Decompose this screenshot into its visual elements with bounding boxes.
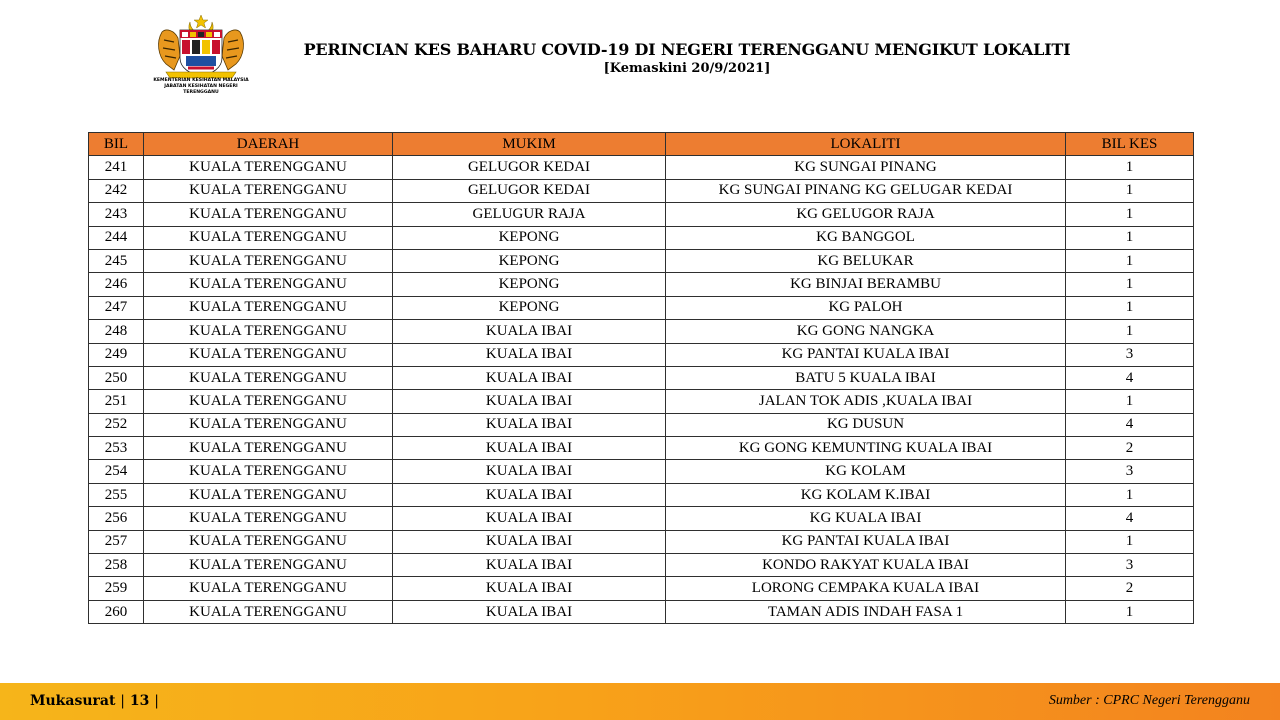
update-date: [Kemaskini 20/9/2021]	[603, 61, 771, 76]
column-header-daerah: DAERAH	[144, 133, 393, 156]
cell-daerah: KUALA TERENGGANU	[144, 460, 393, 483]
cell-bil-kes: 1	[1066, 296, 1194, 319]
separator: |	[154, 693, 159, 709]
column-header-lokaliti: LOKALITI	[666, 133, 1066, 156]
page-indicator	[30, 693, 159, 709]
cell-mukim: KUALA IBAI	[393, 320, 666, 343]
cell-mukim: KEPONG	[393, 296, 666, 319]
page-title: PERINCIAN KES BAHARU COVID-19 DI NEGERI TERENGGANU MENGIKUT LOKALITI	[303, 40, 1071, 59]
cell-bil-kes: 3	[1066, 554, 1194, 577]
logo-caption-line2: JABATAN KESIHATAN NEGERI TERENGGANU	[164, 84, 238, 95]
cell-daerah: KUALA TERENGGANU	[144, 600, 393, 623]
table-row	[89, 577, 1194, 600]
cell-lokaliti: KG PANTAI KUALA IBAI	[666, 343, 1066, 366]
cell-daerah: KUALA TERENGGANU	[144, 366, 393, 389]
cases-table	[88, 132, 1194, 624]
cell-bil: 242	[89, 179, 144, 202]
cell-mukim: KUALA IBAI	[393, 460, 666, 483]
cell-bil: 246	[89, 273, 144, 296]
cell-lokaliti: JALAN TOK ADIS ,KUALA IBAI	[666, 390, 1066, 413]
cell-bil-kes: 3	[1066, 460, 1194, 483]
table-row	[89, 507, 1194, 530]
cell-bil: 243	[89, 203, 144, 226]
cell-bil: 248	[89, 320, 144, 343]
page-label: Mukasurat	[30, 693, 116, 709]
table-row	[89, 460, 1194, 483]
cell-mukim: KUALA IBAI	[393, 483, 666, 506]
cell-bil-kes: 1	[1066, 320, 1194, 343]
table-row	[89, 413, 1194, 436]
footer-bar	[0, 683, 1280, 720]
cell-mukim: KUALA IBAI	[393, 366, 666, 389]
table-row	[89, 600, 1194, 623]
table-row	[89, 530, 1194, 553]
cell-bil-kes: 4	[1066, 413, 1194, 436]
cell-mukim: KUALA IBAI	[393, 600, 666, 623]
cell-bil-kes: 4	[1066, 507, 1194, 530]
cell-bil: 254	[89, 460, 144, 483]
cell-mukim: KEPONG	[393, 249, 666, 272]
cell-lokaliti: KG BINJAI BERAMBU	[666, 273, 1066, 296]
cell-bil: 249	[89, 343, 144, 366]
table-row	[89, 437, 1194, 460]
cell-bil-kes: 1	[1066, 156, 1194, 179]
cell-bil-kes: 1	[1066, 483, 1194, 506]
cell-bil-kes: 1	[1066, 226, 1194, 249]
cell-mukim: GELUGOR KEDAI	[393, 179, 666, 202]
cell-daerah: KUALA TERENGGANU	[144, 179, 393, 202]
table-row	[89, 320, 1194, 343]
cell-lokaliti: KG SUNGAI PINANG	[666, 156, 1066, 179]
cell-daerah: KUALA TERENGGANU	[144, 554, 393, 577]
cell-lokaliti: KG GELUGOR RAJA	[666, 203, 1066, 226]
table-row	[89, 226, 1194, 249]
cell-bil: 250	[89, 366, 144, 389]
cell-mukim: KEPONG	[393, 226, 666, 249]
cell-mukim: KUALA IBAI	[393, 343, 666, 366]
cell-bil: 258	[89, 554, 144, 577]
cell-daerah: KUALA TERENGGANU	[144, 296, 393, 319]
logo-caption-line1: KEMENTERIAN KESIHATAN MALAYSIA	[153, 78, 249, 83]
page-number: 13	[129, 693, 150, 709]
source-note: Sumber : CPRC Negeri Terengganu	[1048, 693, 1250, 708]
cell-lokaliti: KG KOLAM K.IBAI	[666, 483, 1066, 506]
cell-lokaliti: KONDO RAKYAT KUALA IBAI	[666, 554, 1066, 577]
cell-bil-kes: 1	[1066, 179, 1194, 202]
cell-mukim: GELUGOR KEDAI	[393, 156, 666, 179]
cell-mukim: KEPONG	[393, 273, 666, 296]
cell-lokaliti: KG BELUKAR	[666, 249, 1066, 272]
table-row	[89, 366, 1194, 389]
cell-mukim: KUALA IBAI	[393, 413, 666, 436]
cell-lokaliti: KG KOLAM	[666, 460, 1066, 483]
cell-bil-kes: 1	[1066, 273, 1194, 296]
cell-daerah: KUALA TERENGGANU	[144, 273, 393, 296]
cell-daerah: KUALA TERENGGANU	[144, 343, 393, 366]
table-row	[89, 483, 1194, 506]
cell-bil: 241	[89, 156, 144, 179]
column-header-bil: BIL	[89, 133, 144, 156]
cell-bil: 251	[89, 390, 144, 413]
cell-bil: 245	[89, 249, 144, 272]
cell-mukim: KUALA IBAI	[393, 554, 666, 577]
cell-daerah: KUALA TERENGGANU	[144, 226, 393, 249]
table-row	[89, 296, 1194, 319]
cell-daerah: KUALA TERENGGANU	[144, 320, 393, 343]
cell-mukim: KUALA IBAI	[393, 437, 666, 460]
cell-mukim: KUALA IBAI	[393, 530, 666, 553]
cell-lokaliti: KG DUSUN	[666, 413, 1066, 436]
cell-daerah: KUALA TERENGGANU	[144, 530, 393, 553]
cell-daerah: KUALA TERENGGANU	[144, 203, 393, 226]
cell-mukim: KUALA IBAI	[393, 507, 666, 530]
table-body	[89, 156, 1194, 624]
cell-lokaliti: KG GONG KEMUNTING KUALA IBAI	[666, 437, 1066, 460]
cell-bil: 257	[89, 530, 144, 553]
cell-daerah: KUALA TERENGGANU	[144, 413, 393, 436]
cell-mukim: KUALA IBAI	[393, 390, 666, 413]
cell-bil: 255	[89, 483, 144, 506]
cell-lokaliti: BATU 5 KUALA IBAI	[666, 366, 1066, 389]
cell-mukim: KUALA IBAI	[393, 577, 666, 600]
cell-bil: 259	[89, 577, 144, 600]
cell-mukim: GELUGUR RAJA	[393, 203, 666, 226]
cell-daerah: KUALA TERENGGANU	[144, 577, 393, 600]
cell-bil-kes: 1	[1066, 203, 1194, 226]
cell-lokaliti: KG PALOH	[666, 296, 1066, 319]
cell-bil-kes: 1	[1066, 390, 1194, 413]
cell-bil: 244	[89, 226, 144, 249]
cell-bil: 256	[89, 507, 144, 530]
cell-daerah: KUALA TERENGGANU	[144, 507, 393, 530]
cell-bil: 260	[89, 600, 144, 623]
cell-bil-kes: 2	[1066, 437, 1194, 460]
cell-lokaliti: KG BANGGOL	[666, 226, 1066, 249]
cell-bil-kes: 1	[1066, 600, 1194, 623]
cell-daerah: KUALA TERENGGANU	[144, 437, 393, 460]
cell-bil-kes: 2	[1066, 577, 1194, 600]
cell-lokaliti: KG GONG NANGKA	[666, 320, 1066, 343]
cell-bil-kes: 3	[1066, 343, 1194, 366]
table-row	[89, 554, 1194, 577]
cell-bil: 247	[89, 296, 144, 319]
table-row	[89, 249, 1194, 272]
table-row	[89, 179, 1194, 202]
cell-daerah: KUALA TERENGGANU	[144, 390, 393, 413]
cell-bil: 252	[89, 413, 144, 436]
cell-lokaliti: LORONG CEMPAKA KUALA IBAI	[666, 577, 1066, 600]
separator: |	[120, 693, 126, 709]
table-row	[89, 343, 1194, 366]
cell-bil-kes: 4	[1066, 366, 1194, 389]
cell-daerah: KUALA TERENGGANU	[144, 483, 393, 506]
column-header-mukim: MUKIM	[393, 133, 666, 156]
table-row	[89, 156, 1194, 179]
cell-lokaliti: KG SUNGAI PINANG KG GELUGAR KEDAI	[666, 179, 1066, 202]
cell-daerah: KUALA TERENGGANU	[144, 156, 393, 179]
table-row	[89, 203, 1194, 226]
cell-bil-kes: 1	[1066, 530, 1194, 553]
cell-lokaliti: KG KUALA IBAI	[666, 507, 1066, 530]
table-row	[89, 273, 1194, 296]
logo-caption	[146, 78, 256, 96]
cell-lokaliti: KG PANTAI KUALA IBAI	[666, 530, 1066, 553]
cell-lokaliti: TAMAN ADIS INDAH FASA 1	[666, 600, 1066, 623]
table-row	[89, 390, 1194, 413]
cell-bil: 253	[89, 437, 144, 460]
column-header-bil-kes: BIL KES	[1066, 133, 1194, 156]
table-header-row	[89, 133, 1194, 156]
cell-bil-kes: 1	[1066, 249, 1194, 272]
cell-daerah: KUALA TERENGGANU	[144, 249, 393, 272]
